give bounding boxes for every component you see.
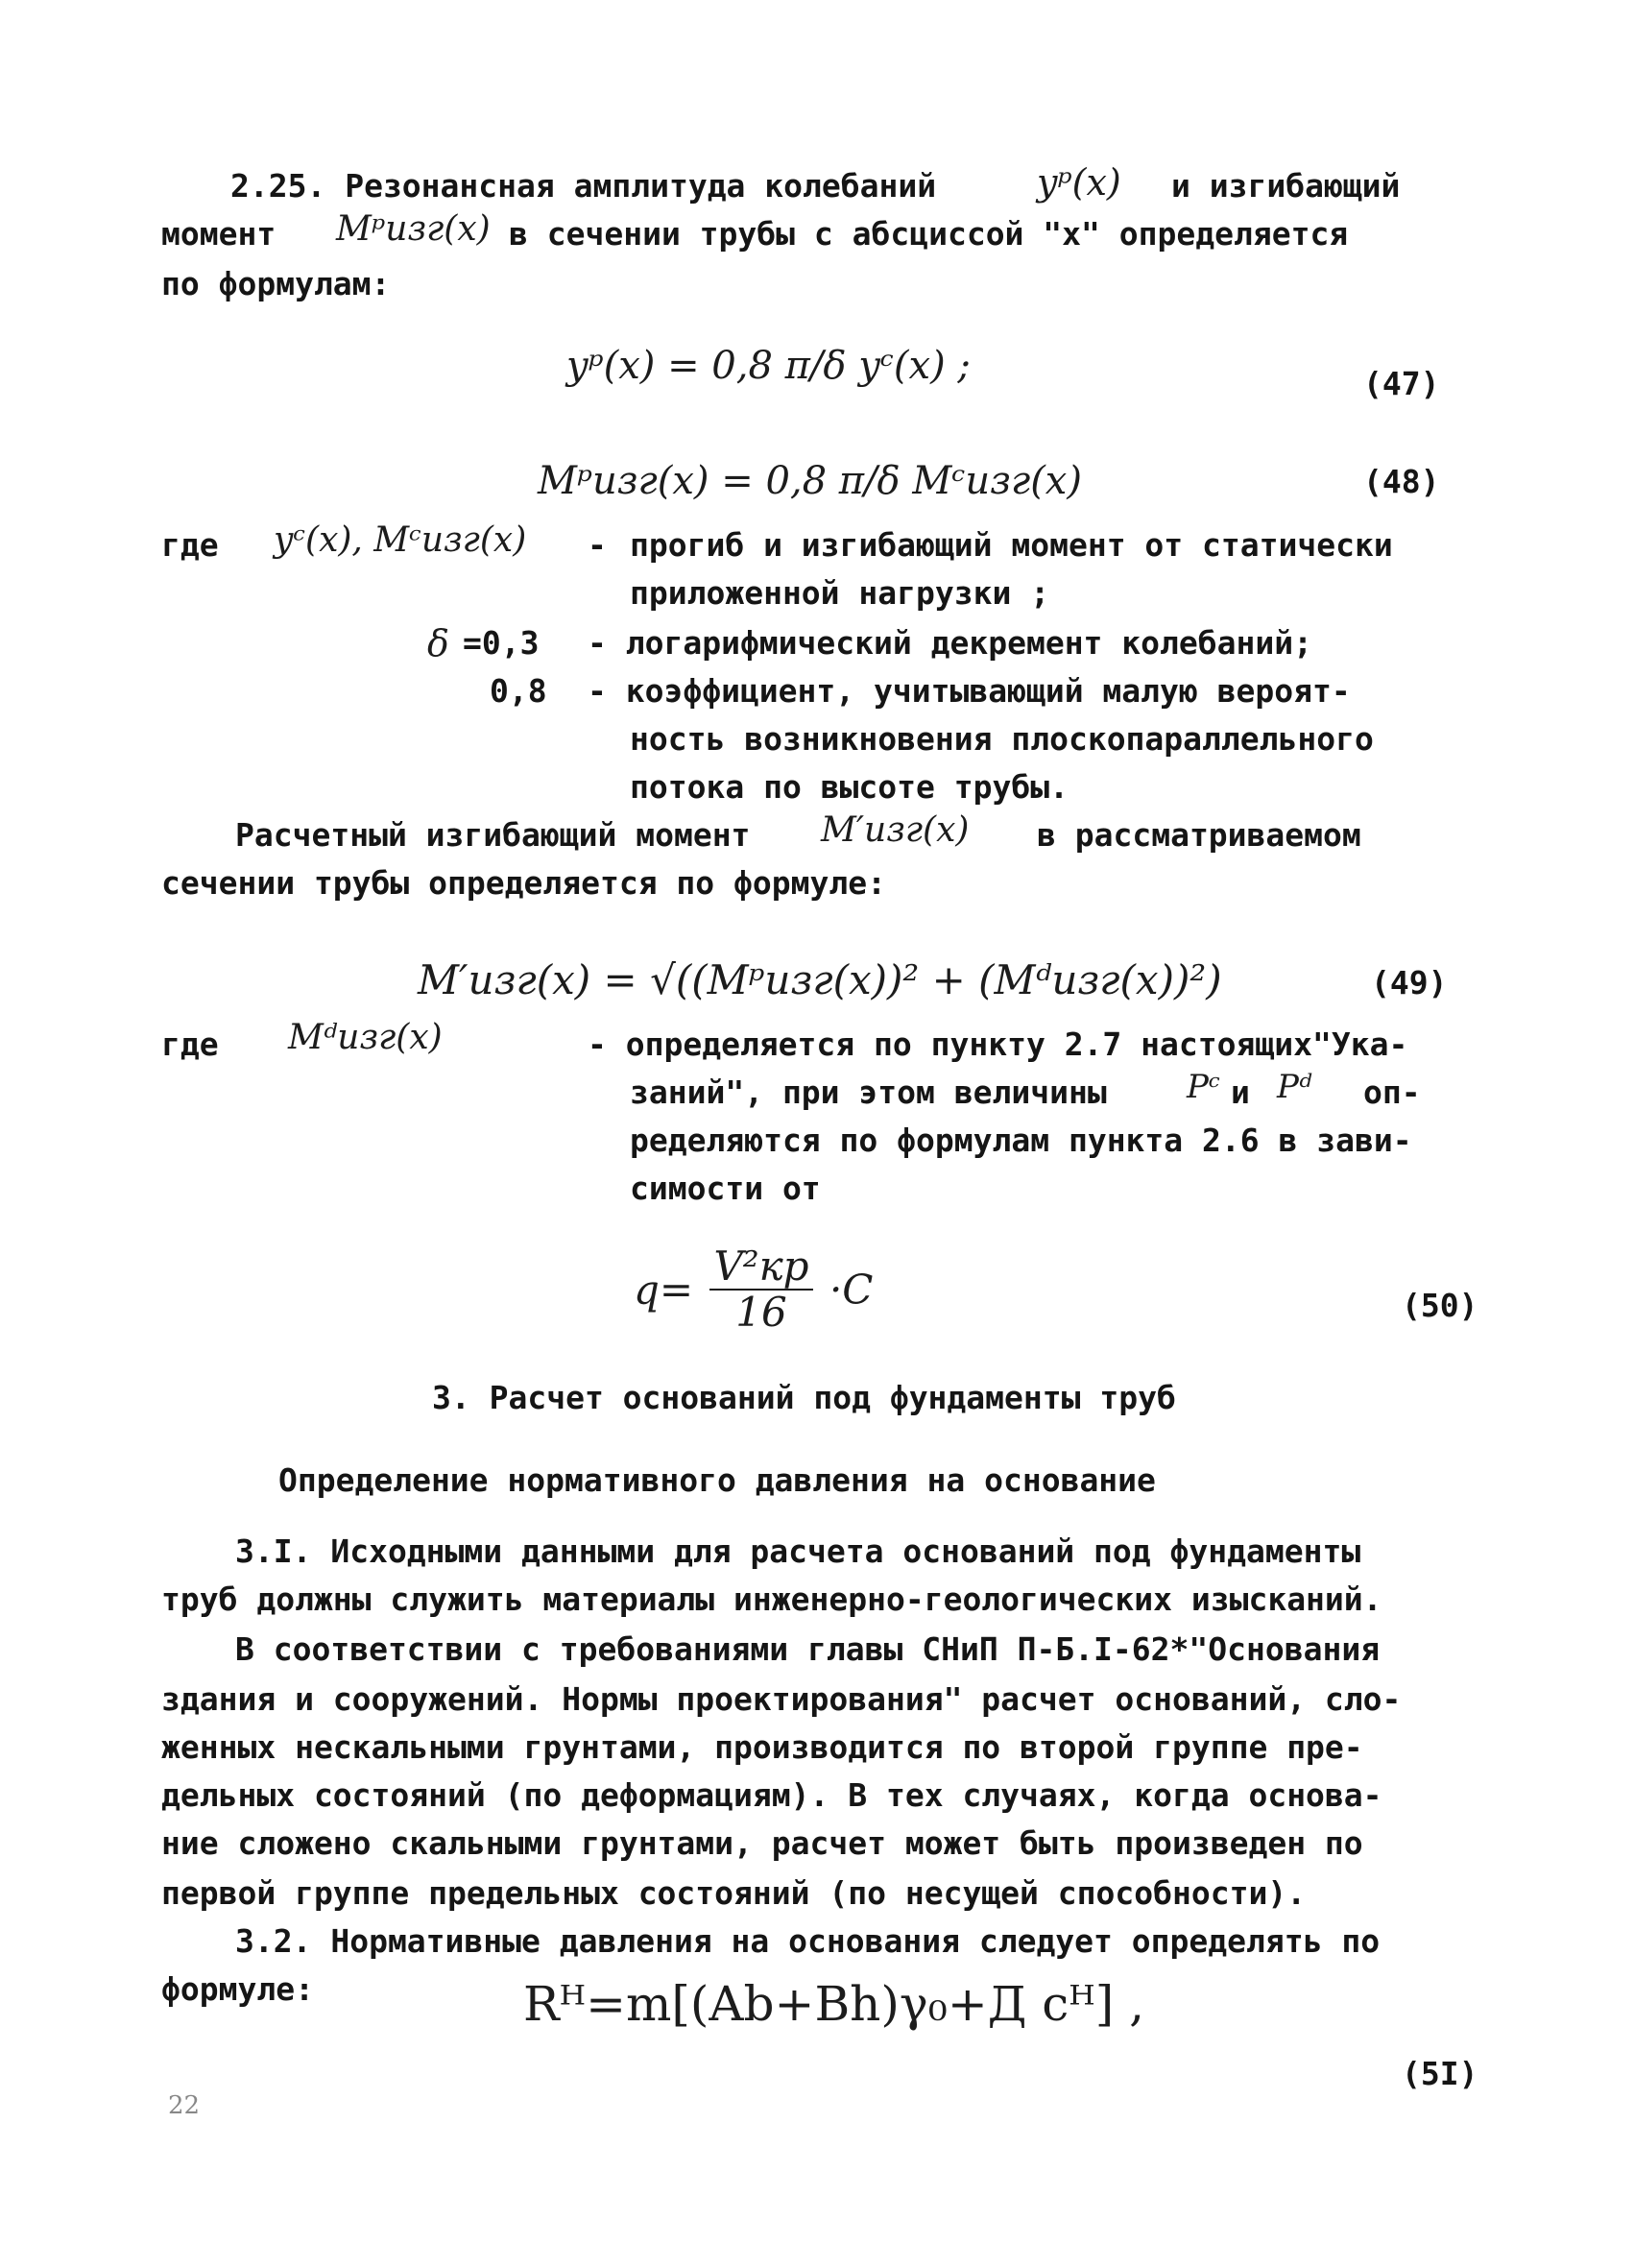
- coef-def-1: - коэффициент, учитывающий малую вероят-: [588, 672, 1351, 710]
- text: 2.25. Резонансная амплитуда колебаний: [230, 167, 937, 205]
- where2-def-3: ределяются по формулам пункта 2.6 в зави-: [630, 1122, 1412, 1159]
- equation-50-number: (50): [1402, 1287, 1478, 1324]
- math-pc: Pᶜ: [1187, 1068, 1220, 1106]
- para-3-2-line-2: формуле:: [161, 1970, 314, 2008]
- para-2-25-line1: [230, 167, 936, 205]
- where2-def-1: - определяется по пункту 2.7 настоящих"Ука-: [588, 1025, 1408, 1063]
- where2-def-2b: оп-: [1363, 1074, 1421, 1111]
- where2-and: и: [1231, 1074, 1250, 1111]
- para-2-25-line2-end: в сечении трубы с абсциссой "x" определяется: [509, 215, 1349, 253]
- equation-49-number: (49): [1371, 964, 1448, 1001]
- para-3-1-line-1: 3.I. Исходными данными для расчета оснований под фундаменты: [235, 1532, 1361, 1570]
- coef-def-2: ность возникновения плоскопараллельного: [630, 720, 1374, 758]
- page-number: 22: [168, 2091, 201, 2120]
- eq50-rhs: ·C: [829, 1266, 874, 1314]
- delta-definition: - логарифмический декремент колебаний;: [588, 624, 1312, 662]
- eq50-lhs: q=: [634, 1266, 694, 1314]
- para-2-25-line3: по формулам:: [161, 265, 391, 302]
- where-label-1: где: [161, 526, 219, 564]
- para-3-2-line-1: 3.2. Нормативные давления на основания следует определять по: [235, 1922, 1381, 1960]
- coef-value: 0,8: [490, 672, 547, 710]
- math-mp-izg: Mᵖизг(x): [336, 209, 491, 249]
- where-def-1a: прогиб и изгибающий момент от статически: [630, 526, 1393, 564]
- para-3-1-line-4: здания и сооружений. Нормы проектирования" расчет оснований, сло-: [161, 1680, 1402, 1718]
- para-3-1-line-2: труб должны служить материалы инженерно-геологических изысканий.: [161, 1580, 1382, 1618]
- para-3-1-line-8: первой группе предельных состояний (по несущей способности).: [161, 1874, 1307, 1912]
- section-subheading: Определение нормативного давления на основание: [278, 1461, 1156, 1499]
- equation-51-number: (5I): [1402, 2055, 1478, 2092]
- math-yp-x: yᵖ(x): [1037, 161, 1121, 204]
- para-3-1-line-7: ние сложено скальными грунтами, расчет может быть произведен по: [161, 1824, 1363, 1862]
- para-3-1-line-6: дельных состояний (по деформациям). В тех случаях, когда основа-: [161, 1776, 1382, 1814]
- para-calc-line1-start: Расчетный изгибающий момент: [235, 816, 751, 854]
- coef-def-3: потока по высоте трубы.: [630, 768, 1069, 806]
- para-2-25-line1-end: и изгибающий: [1171, 167, 1401, 205]
- para-calc-line2: сечении трубы определяется по формуле:: [161, 864, 886, 902]
- where2-def-4: симости от: [630, 1170, 821, 1207]
- eq50-numerator: V²кр: [709, 1244, 812, 1291]
- equation-49: M′изг(x) = √((Mᵖизг(x))² + (Mᵈизг(x))²): [418, 956, 1222, 1003]
- where-symbol-2: Mᵈизг(x): [288, 1018, 443, 1057]
- equation-48: Mᵖизг(x) = 0,8 π/δ Mᶜизг(x): [538, 459, 1082, 503]
- para-2-25-line2-start: момент: [161, 215, 276, 253]
- delta-value: =0,3: [463, 624, 540, 662]
- para-calc-line1-end: в рассматриваемом: [1037, 816, 1361, 854]
- delta-symbol: δ: [427, 622, 449, 664]
- para-3-1-line-3: В соответствии с требованиями главы СНиП П-Б.I-62*"Основания: [235, 1630, 1381, 1668]
- where-symbols-1: yᶜ(x), Mᶜизг(x): [274, 520, 527, 560]
- eq50-fraction: [709, 1244, 812, 1335]
- where-dash-1: -: [588, 526, 607, 564]
- where-label-2: где: [161, 1025, 219, 1063]
- where2-def-2a: заний", при этом величины: [630, 1074, 1107, 1111]
- equation-50: [634, 1244, 873, 1335]
- equation-47-number: (47): [1363, 365, 1440, 402]
- math-pd: Pᵈ: [1277, 1068, 1312, 1106]
- equation-51: Rᴴ=m[(Ab+Bh)γ₀+Д cᴴ] ,: [523, 1976, 1145, 2032]
- math-m-prime: M′изг(x): [821, 810, 970, 850]
- eq50-denominator: 16: [735, 1289, 787, 1337]
- equation-48-number: (48): [1363, 463, 1440, 500]
- section-heading: 3. Расчет оснований под фундаменты труб: [432, 1379, 1176, 1416]
- where-def-1b: приложенной нагрузки ;: [630, 574, 1050, 612]
- equation-47: yᵖ(x) = 0,8 π/δ yᶜ(x) ;: [566, 344, 971, 388]
- para-3-1-line-5: женных нескальными грунтами, производится по второй группе пре-: [161, 1728, 1363, 1766]
